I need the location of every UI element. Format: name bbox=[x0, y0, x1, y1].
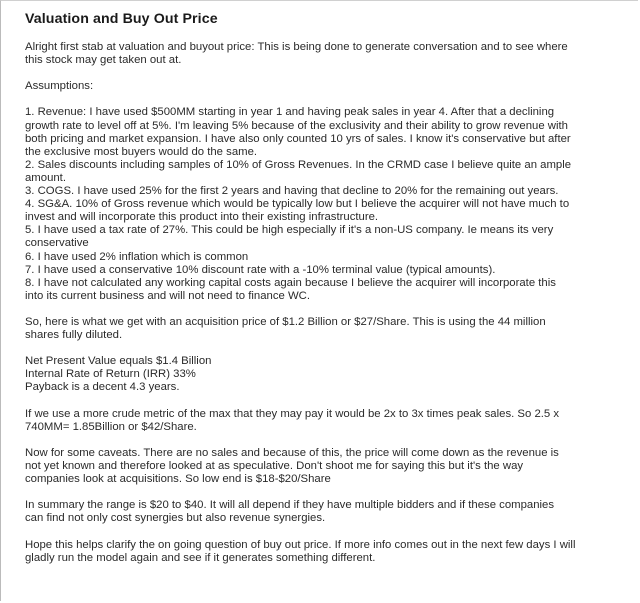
list-item bbox=[25, 264, 630, 277]
text-line: conservative bbox=[25, 237, 89, 250]
text-line: If we use a more crude metric of the max that they may pay it would be 2x to 3x times peak sales. So 2.5 x bbox=[25, 407, 560, 420]
text-line: Alright first stab at valuation and buyout price: This is being done to generate conversation and to see where bbox=[25, 41, 568, 53]
text-line: both pricing and market expansion. I have also only counted 10 yrs of sales. I know it's conservative but after bbox=[25, 132, 571, 145]
list-item bbox=[25, 106, 630, 158]
text-line: 7. I have used a conservative 10% discount rate with a -10% terminal value (typical amounts). bbox=[25, 263, 496, 276]
npv-line: Net Present Value equals $1.4 Billion bbox=[25, 355, 212, 368]
list-item bbox=[25, 198, 630, 224]
text-line: into its current business and will not need to finance WC. bbox=[25, 289, 311, 302]
list-item bbox=[25, 224, 630, 250]
text-line: the exclusive most buyers would do the same. bbox=[25, 145, 258, 158]
text-line: not yet known and therefore looked at as speculative. Don't shoot me for saying this but it's the way bbox=[25, 460, 524, 472]
text-line: this stock may get taken out at. bbox=[25, 54, 182, 67]
text-line: 740MM= 1.85Billion or $42/Share. bbox=[25, 420, 197, 433]
text-line: gladly run the model again and see if it generates something different. bbox=[25, 551, 376, 564]
crude-metric-paragraph bbox=[25, 408, 630, 434]
text-line: 2. Sales discounts including samples of 10% of Gross Revenues. In the CRMD case I believe quite an ample bbox=[25, 158, 572, 171]
text-line: 3. COGS. I have used 25% for the first 2 years and having that decline to 20% for the remaining out years. bbox=[25, 185, 559, 198]
text-line: growth rate to level off at 5%. I'm leaving 5% because of the exclusivity and their ability to grow revenue with bbox=[25, 119, 568, 132]
text-line: 1. Revenue: I have used $500MM starting in year 1 and having peak sales in year 4. After that a declining bbox=[25, 106, 555, 119]
irr-line: Internal Rate of Return (IRR) 33% bbox=[25, 368, 196, 381]
text-line: Now for some caveats. There are no sales and because of this, the price will come down as the revenue is bbox=[25, 446, 559, 459]
text-line: amount. bbox=[25, 171, 66, 184]
text-line: 4. SG&A. 10% of Gross revenue which would be typically low but I believe the acquirer will not have much to bbox=[25, 198, 570, 211]
acquisition-paragraph bbox=[25, 316, 630, 342]
post-title: Valuation and Buy Out Price bbox=[25, 11, 218, 27]
caveats-paragraph bbox=[25, 447, 630, 486]
payback-line: Payback is a decent 4.3 years. bbox=[25, 381, 180, 394]
text-line: 5. I have used a tax rate of 27%. This could be high especially if it's a non-US company. Ie means its very bbox=[25, 224, 554, 237]
metrics-paragraph bbox=[25, 355, 630, 394]
summary-paragraph bbox=[25, 499, 630, 525]
text-line: can find not only cost synergies but also revenue synergies. bbox=[25, 512, 326, 525]
list-item bbox=[25, 277, 630, 303]
list-item bbox=[25, 251, 630, 264]
text-line: Hope this helps clarify the on going question of buy out price. If more info comes out in the next few days I will bbox=[25, 538, 576, 551]
post-body bbox=[25, 41, 630, 565]
intro-paragraph bbox=[25, 41, 630, 67]
text-line: invest and will incorporate this product into their existing infrastructure. bbox=[25, 211, 379, 224]
text-line: So, here is what we get with an acquisition price of $1.2 Billion or $27/Share. This is using the 44 million bbox=[25, 315, 546, 328]
text-line: companies look at acquisitions. So low end is $18-$20/Share bbox=[25, 473, 331, 486]
assumptions-list bbox=[25, 106, 630, 302]
assumptions-heading: Assumptions: bbox=[25, 80, 94, 93]
text-line: shares fully diluted. bbox=[25, 329, 123, 342]
text-line: 8. I have not calculated any working capital costs again because I believe the acquirer will incorporate this bbox=[25, 276, 556, 289]
list-item bbox=[25, 159, 630, 185]
closing-paragraph bbox=[25, 539, 630, 565]
text-line: In summary the range is $20 to $40. It will all depend if they have multiple bidders and if these companies bbox=[25, 499, 555, 512]
text-line: 6. I have used 2% inflation which is common bbox=[25, 250, 249, 263]
list-item bbox=[25, 185, 630, 198]
